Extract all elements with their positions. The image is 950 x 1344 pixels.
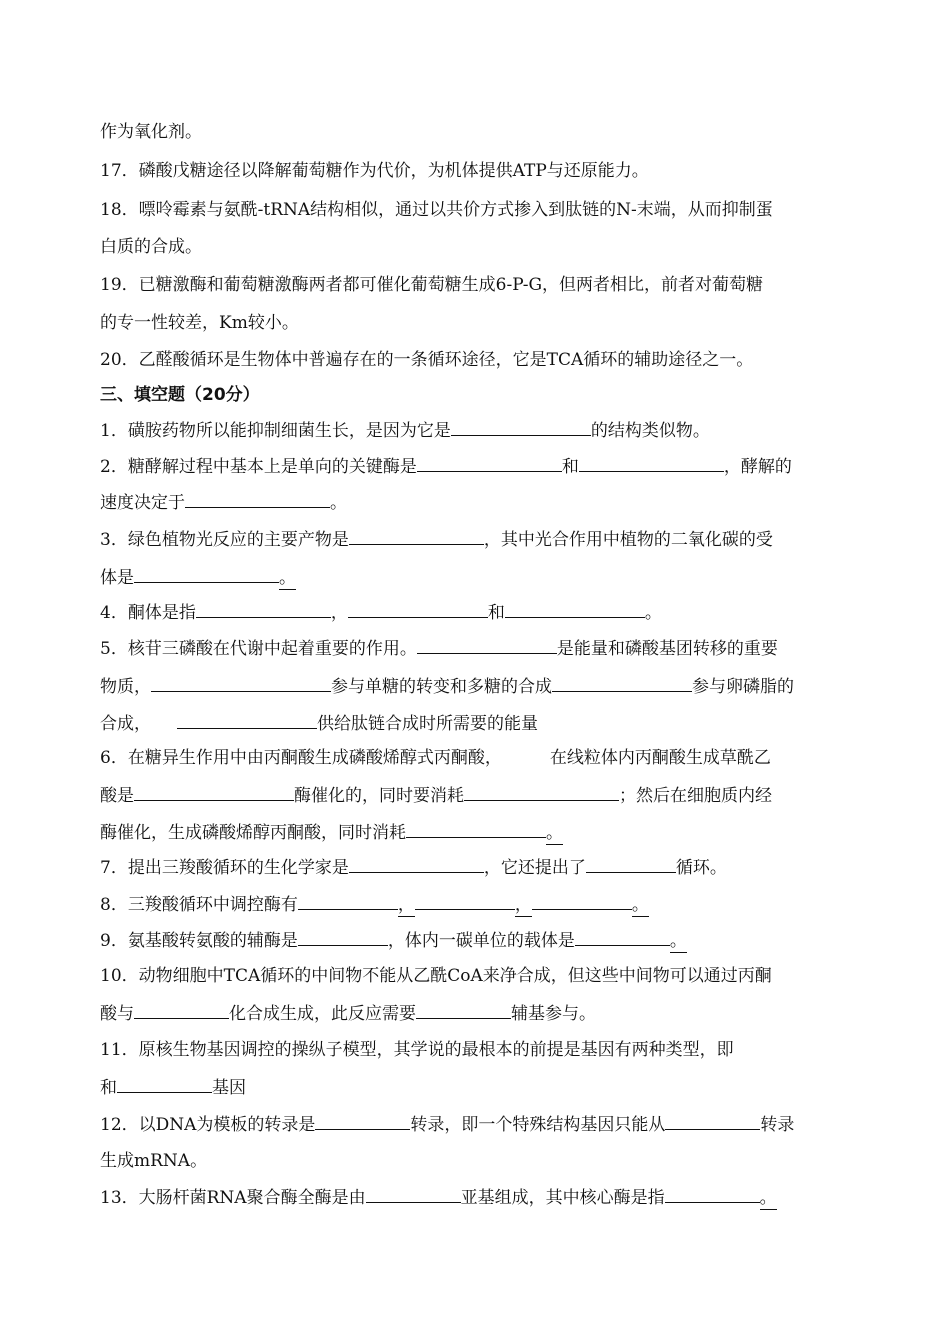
question-text: 酸与	[100, 1004, 134, 1024]
question-text: ；然后在细胞质内经	[619, 786, 772, 806]
question-11	[100, 1039, 734, 1061]
question-text: 生成mRNA。	[100, 1151, 208, 1171]
question-text: ，体内一碳单位的载体是	[387, 931, 575, 951]
question-text: 11．原核生物基因调控的操纵子模型，其学说的最根本的前提是基因有两种类型，即	[100, 1040, 734, 1060]
question-text: 基因	[212, 1078, 246, 1098]
question-text: 7．提出三羧酸循环的生化学家是	[100, 858, 349, 878]
question-text: 和	[487, 603, 505, 623]
question-text: 参与卵磷脂的	[692, 677, 794, 697]
question-text: 供给肽链合成时所需要的能量	[317, 714, 538, 734]
question-text: ，	[397, 895, 415, 915]
question-text: 速度决定于	[100, 493, 185, 513]
text-line: 的专一性较差，Km较小。	[100, 313, 299, 333]
question-5-cont	[100, 712, 538, 735]
question-text: 合成，	[100, 714, 151, 734]
answer-blank[interactable]	[532, 893, 632, 910]
answer-blank[interactable]	[185, 491, 330, 508]
question-text: 4．酮体是指	[100, 603, 196, 623]
question-text: 9．氨基酸转氨酸的辅酶是	[100, 931, 298, 951]
question-6-cont	[100, 784, 772, 807]
answer-blank[interactable]	[464, 784, 619, 801]
question-text: 2．糖酵解过程中基本上是单向的关键酶是	[100, 457, 417, 477]
question-text: ，酵解的	[723, 457, 792, 477]
question-text: ，它还提出了	[483, 858, 586, 878]
question-13	[100, 1186, 777, 1210]
answer-blank[interactable]	[349, 856, 484, 873]
question-text: 。	[644, 603, 662, 623]
question-text: 6．在糖异生作用中由丙酮酸生成磷酸烯醇式丙酮酸，	[100, 748, 502, 768]
answer-blank[interactable]	[177, 712, 317, 729]
question-text: 。	[279, 568, 296, 588]
question-text: 在线粒体内丙酮酸生成草酰乙	[549, 748, 771, 768]
question-text: 10．动物细胞中TCA循环的中间物不能从乙酰CoA来净合成，但这些中间物可以通过丙酮	[100, 966, 772, 986]
question-text: 转录，即一个特殊结构基因只能从	[410, 1115, 666, 1135]
statement-17: 17．磷酸戊糖途径以降解葡萄糖作为代价，为机体提供ATP与还原能力。	[100, 161, 649, 181]
question-text: 和	[561, 457, 579, 477]
question-text: 亚基组成，其中核心酶是指	[460, 1188, 665, 1208]
answer-blank[interactable]	[134, 1002, 229, 1019]
question-text: 参与单糖的转变和多糖的合成	[331, 677, 552, 697]
question-text: 13．大肠杆菌RNA聚合酶全酶是由	[100, 1188, 366, 1208]
question-4	[100, 601, 662, 624]
question-text: 的结构类似物。	[590, 421, 710, 441]
answer-blank[interactable]	[579, 455, 724, 472]
question-2-cont	[100, 491, 347, 514]
question-9	[100, 929, 687, 953]
answer-blank[interactable]	[348, 601, 488, 618]
question-text: 5．核苷三磷酸在代谢中起着重要的作用。	[100, 639, 417, 659]
question-text: 。	[669, 931, 687, 951]
answer-blank[interactable]	[505, 601, 645, 618]
question-10-cont	[100, 1002, 596, 1025]
question-1	[100, 419, 710, 442]
question-text: 3．绿色植物光反应的主要产物是	[100, 530, 349, 550]
question-text: ，其中光合作用中植物的二氧化碳的受	[483, 530, 773, 550]
question-3-cont	[100, 566, 296, 590]
question-text: ，	[330, 603, 348, 623]
question-10	[100, 965, 772, 987]
question-text: 12．以DNA为模板的转录是	[100, 1115, 316, 1135]
question-text: ，	[514, 895, 532, 915]
answer-blank[interactable]	[417, 455, 562, 472]
question-text: 酶催化，生成磷酸烯醇丙酮酸，同时消耗	[100, 823, 406, 843]
answer-blank[interactable]	[196, 601, 331, 618]
question-7	[100, 856, 727, 879]
answer-blank[interactable]	[552, 675, 692, 692]
question-12	[100, 1113, 794, 1136]
question-text: 1．磺胺药物所以能抑制细菌生长，是因为它是	[100, 421, 451, 441]
question-text: 是能量和磷酸基团转移的重要	[556, 639, 778, 659]
answer-blank[interactable]	[134, 566, 279, 583]
text-line: 白质的合成。	[100, 237, 202, 257]
answer-blank[interactable]	[298, 893, 398, 910]
answer-blank[interactable]	[315, 1113, 410, 1130]
statement-18: 18．嘌呤霉素与氨酰-tRNA结构相似，通过以共价方式掺入到肽链的N-末端，从而抑制蛋	[100, 200, 773, 220]
question-text: 辅基参与。	[511, 1004, 596, 1024]
question-text: 。	[546, 823, 563, 843]
answer-blank[interactable]	[349, 528, 484, 545]
answer-blank[interactable]	[366, 1186, 461, 1203]
answer-blank[interactable]	[416, 1002, 511, 1019]
question-6-cont	[100, 821, 563, 845]
question-text: 8．三羧酸循环中调控酶有	[100, 895, 298, 915]
question-text: 。	[759, 1188, 777, 1208]
question-8	[100, 893, 649, 917]
question-text: 体是	[100, 568, 134, 588]
section-heading: 三、填空题（20分）	[100, 385, 260, 405]
answer-blank[interactable]	[665, 1113, 760, 1130]
answer-blank[interactable]	[298, 929, 388, 946]
answer-blank[interactable]	[415, 893, 515, 910]
answer-blank[interactable]	[586, 856, 676, 873]
answer-blank[interactable]	[117, 1076, 212, 1093]
question-text: 。	[330, 493, 347, 513]
answer-blank[interactable]	[665, 1186, 760, 1203]
statement-19: 19．已糖激酶和葡萄糖激酶两者都可催化葡萄糖生成6-P-G，但两者相比，前者对葡萄糖	[100, 275, 764, 295]
question-text: 。	[631, 895, 649, 915]
question-5	[100, 637, 778, 660]
question-text: 酸是	[100, 786, 134, 806]
question-text: 和	[100, 1078, 117, 1098]
question-11-cont	[100, 1076, 246, 1099]
text-line: 作为氧化剂。	[100, 122, 202, 142]
question-12-cont	[100, 1150, 207, 1172]
answer-blank[interactable]	[417, 637, 557, 654]
question-5-cont	[100, 675, 794, 698]
answer-blank[interactable]	[406, 821, 546, 838]
statement-20: 20．乙醛酸循环是生物体中普遍存在的一条循环途径，它是TCA循环的辅助途径之一。	[100, 350, 754, 370]
question-3	[100, 528, 773, 551]
answer-blank[interactable]	[134, 784, 294, 801]
question-text: 循环。	[675, 858, 727, 878]
question-text: 转录	[760, 1115, 795, 1135]
answer-blank[interactable]	[151, 675, 331, 692]
question-text: 化合成生成，此反应需要	[229, 1004, 416, 1024]
answer-blank[interactable]	[575, 929, 670, 946]
answer-blank[interactable]	[451, 419, 591, 436]
question-text: 酶催化的，同时要消耗	[294, 786, 464, 806]
question-text: 物质，	[100, 677, 151, 697]
question-2	[100, 455, 792, 478]
question-6	[100, 747, 771, 769]
